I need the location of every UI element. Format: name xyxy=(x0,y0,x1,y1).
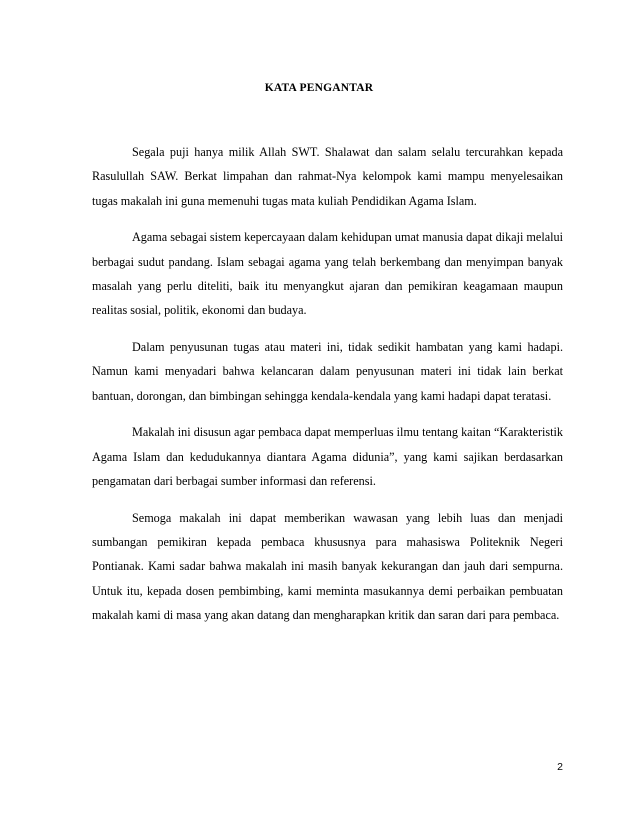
document-body xyxy=(92,140,563,627)
paragraph-5: Semoga makalah ini dapat memberikan wawasan yang lebih luas dan menjadi sumbangan pemikiran kepada pembaca khususnya para mahasiswa Politeknik Negeri Pontianak. Kami sadar bahwa makalah ini masih banyak kekurangan dan jauh dari sempurna. Untuk itu, kepada dosen pembimbing, kami meminta masukannya demi perbaikan pembuatan makalah kami di masa yang akan datang dan mengharapkan kritik dan saran dari para pembaca. xyxy=(92,510,563,623)
paragraph-2: Agama sebagai sistem kepercayaan dalam kehidupan umat manusia dapat dikaji melalui berbagai sudut pandang. Islam sebagai agama yang telah berkembang dan menyimpan banyak masalah yang perlu diteliti, baik itu menyangkut ajaran dan pemikiran keagamaan maupun realitas sosial, politik, ekonomi dan budaya. xyxy=(92,230,563,318)
paragraph-1: Segala puji hanya milik Allah SWT. Shalawat dan salam selalu tercurahkan kepada Rasulullah SAW. Berkat limpahan dan rahmat-Nya kelompok kami mampu menyelesaikan tugas makalah ini guna memenuhi tugas mata kuliah Pendidikan Agama Islam. xyxy=(92,145,563,208)
page-title: KATA PENGANTAR xyxy=(264,82,374,94)
paragraph-3: Dalam penyusunan tugas atau materi ini, tidak sedikit hambatan yang kami hadapi. Namun kami menyadari bahwa kelancaran dalam penyusunan materi ini tidak lain berkat bantuan, dorongan, dan bimbingan sehingga kendala-kendala yang kami hadapi dapat teratasi. xyxy=(92,340,563,403)
paragraph-4: Makalah ini disusun agar pembaca dapat memperluas ilmu tentang kaitan “Karakteristik Agama Islam dan kedudukannya diantara Agama didunia”, yang kami sajikan berdasarkan pengamatan dari berbagai sumber informasi dan referensi. xyxy=(92,425,563,489)
page-number: 2 xyxy=(557,761,563,773)
